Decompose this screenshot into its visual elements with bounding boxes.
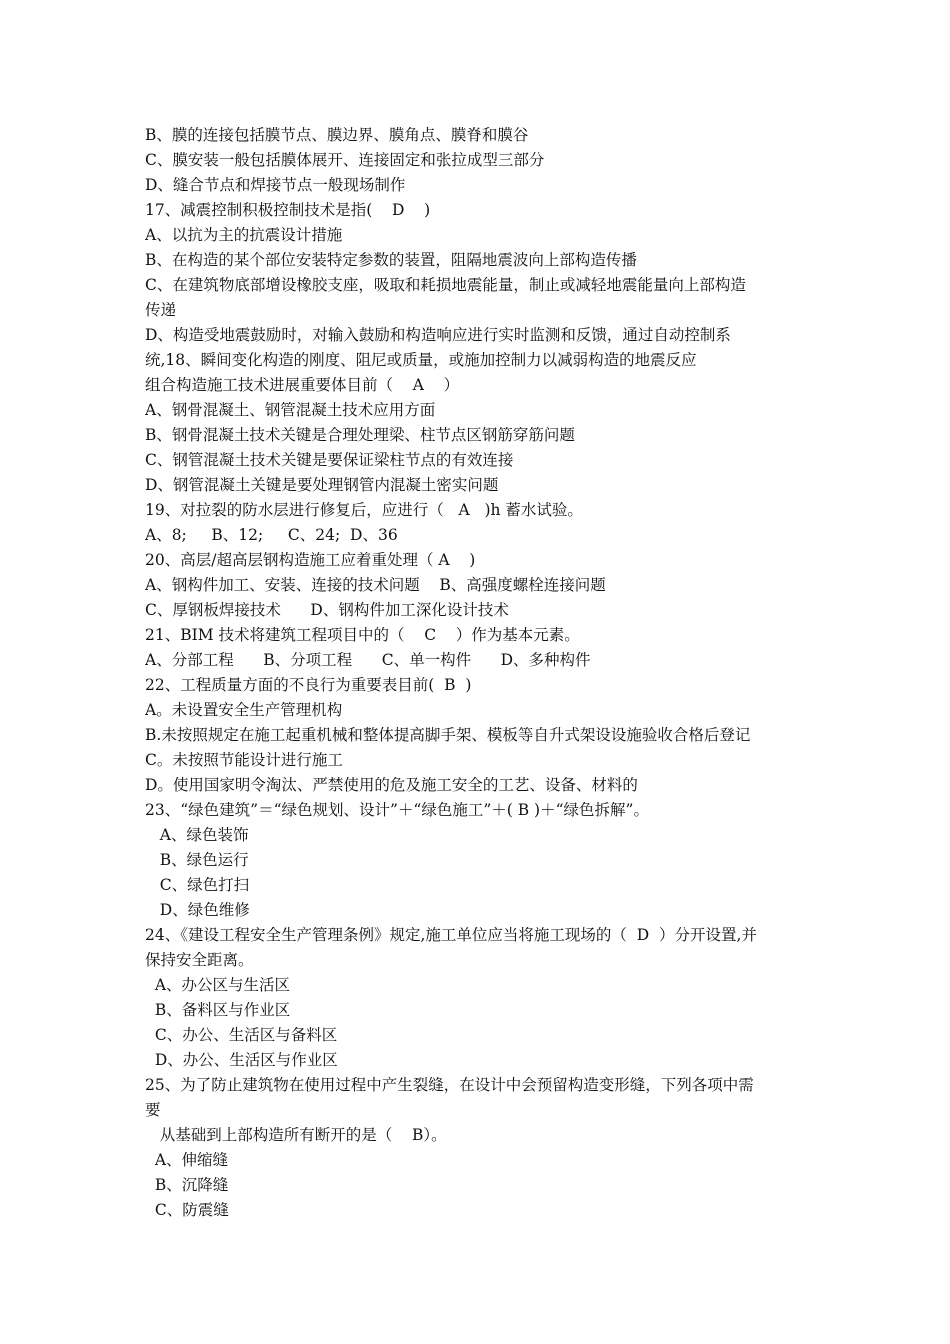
text-line: B、钢骨混凝土技术关键是合理处理梁、柱节点区钢筋穿筋问题 <box>145 426 575 444</box>
text-line: D、钢管混凝土关键是要处理钢管内混凝土密实问题 <box>145 476 499 494</box>
text-line: A、办公区与生活区 <box>145 976 291 994</box>
text-line: B、在构造的某个部位安装特定参数的装置，阻隔地震波向上部构造传播 <box>145 251 637 269</box>
text-line: A、绿色装饰 <box>145 826 249 844</box>
text-line: D、办公、生活区与作业区 <box>145 1051 338 1069</box>
text-line: 20、高层/超高层钢构造施工应着重处理（ A ) <box>145 551 476 569</box>
text-line: 组合构造施工技术进展重要体目前（ A ） <box>145 376 460 394</box>
text-line: C、厚钢板焊接技术 D、钢构件加工深化设计技术 <box>145 601 509 619</box>
text-line: 传递 <box>145 301 177 319</box>
text-line: 保持安全距离。 <box>145 951 254 969</box>
text-line: C、在建筑物底部增设橡胶支座，吸取和耗损地震能量，制止或减轻地震能量向上部构造 <box>145 276 746 294</box>
text-line: 统,18、瞬间变化构造的刚度、阻尼或质量，或施加控制力以减弱构造的地震反应 <box>145 351 697 369</box>
text-line: B、备料区与作业区 <box>145 1001 291 1019</box>
text-line: D、绿色维修 <box>145 901 250 919</box>
text-line: A、8; B、12; C、24; D、36 <box>145 526 398 544</box>
text-line: C。未按照节能设计进行施工 <box>145 751 343 769</box>
text-line: D、缝合节点和焊接节点一般现场制作 <box>145 176 406 194</box>
text-line: B、绿色运行 <box>145 851 249 869</box>
text-line: D、构造受地震鼓励时，对输入鼓励和构造响应进行实时监测和反馈，通过自动控制系 <box>145 326 731 344</box>
document-body <box>145 123 810 1223</box>
text-line: C、办公、生活区与备料区 <box>145 1026 338 1044</box>
text-line: C、钢管混凝土技术关键是要保证梁柱节点的有效连接 <box>145 451 514 469</box>
text-line: 22、工程质量方面的不良行为重要表目前( B ) <box>145 676 472 694</box>
text-line: C、膜安装一般包括膜体展开、连接固定和张拉成型三部分 <box>145 151 545 169</box>
text-line: 19、对拉裂的防水层进行修复后，应进行（ A )h 蓄水试验。 <box>145 501 583 519</box>
text-line: A、以抗为主的抗震设计措施 <box>145 226 343 244</box>
text-line: D。使用国家明令淘汰、严禁使用的危及施工安全的工艺、设备、材料的 <box>145 776 638 794</box>
text-line: 21、BIM 技术将建筑工程项目中的（ C ）作为基本元素。 <box>145 626 580 644</box>
text-line: 要 <box>145 1101 161 1119</box>
text-line: A、分部工程 B、分项工程 C、单一构件 D、多种构件 <box>145 651 591 669</box>
text-line: C、绿色打扫 <box>145 876 250 894</box>
text-line: 23、“绿色建筑”＝“绿色规划、设计”＋“绿色施工”＋( B )＋“绿色拆解”。 <box>145 801 649 819</box>
text-line: B.未按照规定在施工起重机械和整体提高脚手架、模板等自升式架设设施验收合格后登记 <box>145 726 751 744</box>
text-line: 17、减震控制积极控制技术是指( D ) <box>145 201 431 219</box>
text-line: 24、《建设工程安全生产管理条例》规定,施工单位应当将施工现场的（ D ）分开设置,并 <box>145 926 757 944</box>
text-line: 25、为了防止建筑物在使用过程中产生裂缝，在设计中会预留构造变形缝，下列各项中需 <box>145 1076 754 1094</box>
text-line: B、沉降缝 <box>145 1176 229 1194</box>
text-line: A、钢构件加工、安装、连接的技术问题 B、高强度螺栓连接问题 <box>145 576 606 594</box>
text-line: A。未设置安全生产管理机构 <box>145 701 343 719</box>
text-line: A、钢骨混凝土、钢管混凝土技术应用方面 <box>145 401 436 419</box>
text-line: C、防震缝 <box>145 1201 229 1219</box>
text-line: 从基础到上部构造所有断开的是（ B）。 <box>145 1126 447 1144</box>
text-line: B、膜的连接包括膜节点、膜边界、膜角点、膜脊和膜谷 <box>145 126 529 144</box>
text-line: A、伸缩缝 <box>145 1151 229 1169</box>
